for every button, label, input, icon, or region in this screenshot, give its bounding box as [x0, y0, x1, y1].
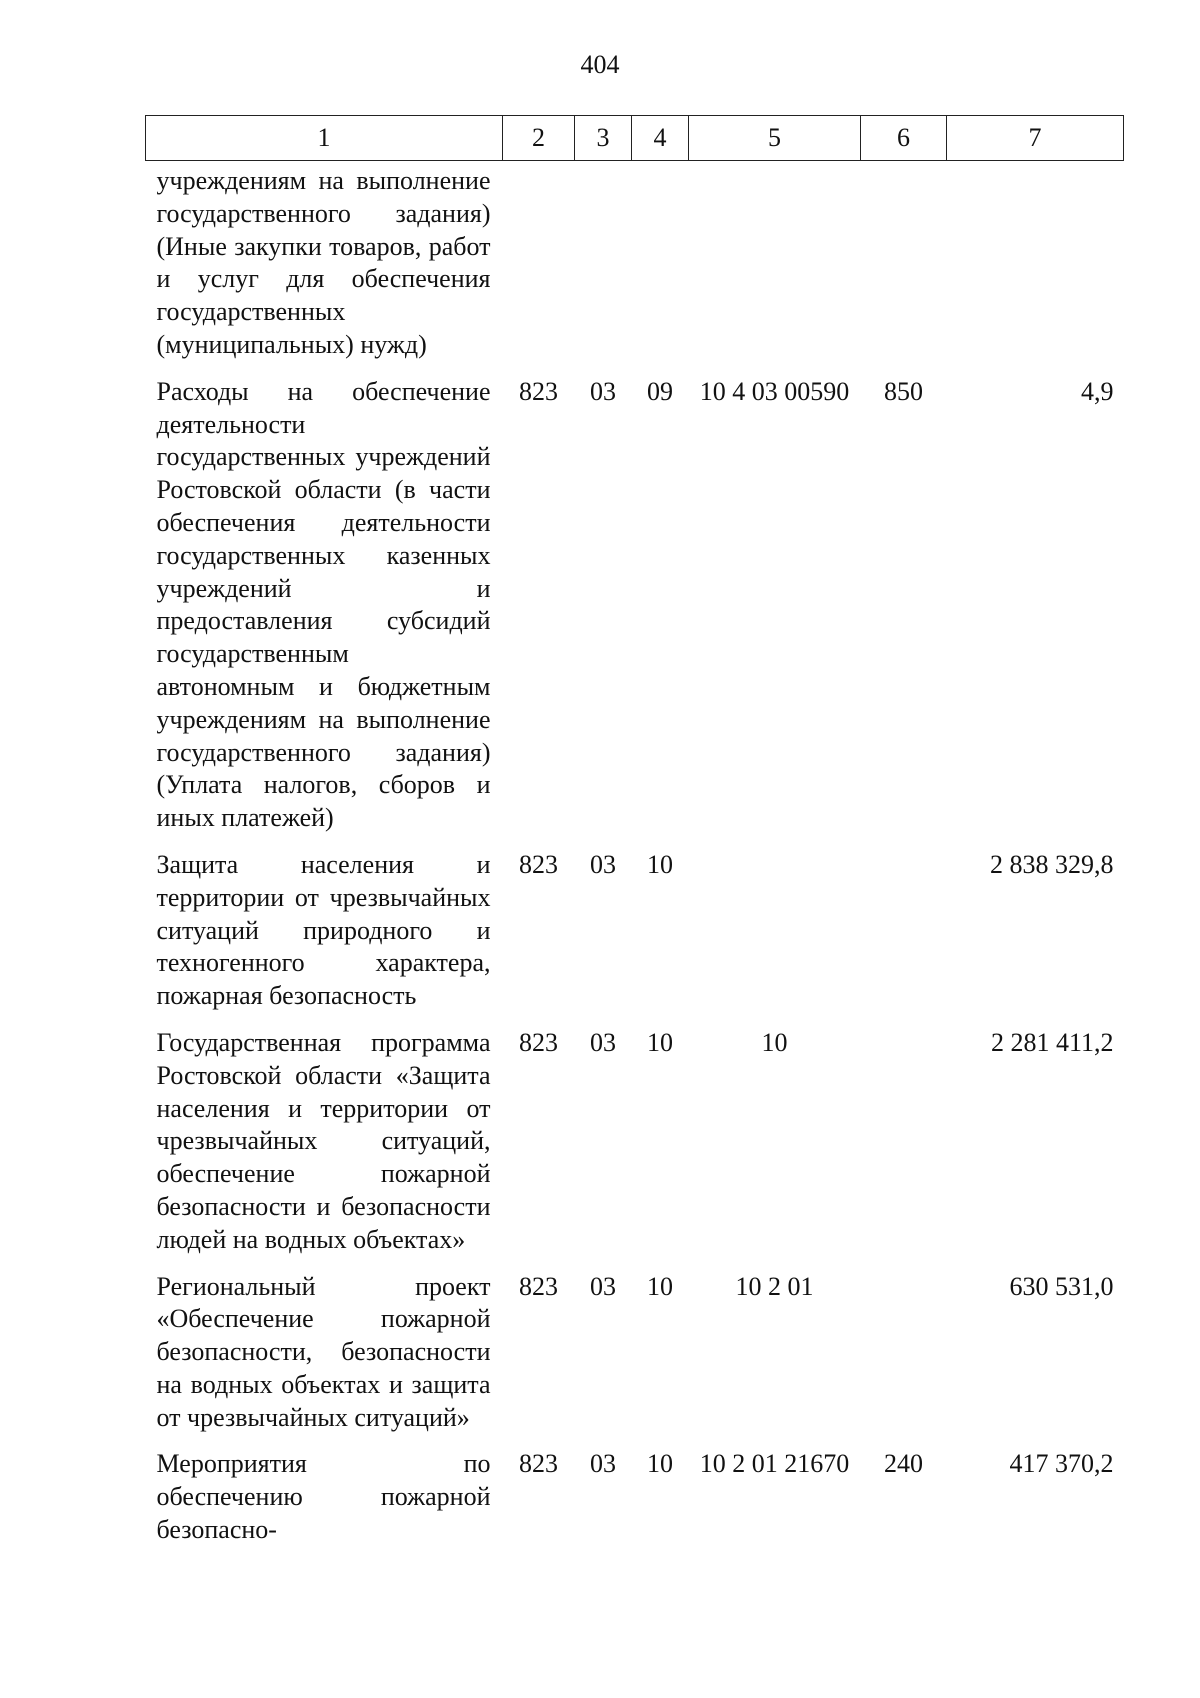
amount: 4,9 — [1081, 376, 1114, 406]
row-name: учреждениям на выполнение государственного задания) (Иные закупки товаров, работ и услуг для обеспечения государственных (муниципальных) нужд) — [156, 166, 491, 359]
row-name: Защита населения и территории от чрезвычайных ситуаций природного и техногенного характера, пожарная безопасность — [156, 849, 491, 1011]
amount: 2 838 329,8 — [990, 849, 1114, 879]
column-header: 2 — [503, 116, 575, 161]
column-header: 3 — [575, 116, 632, 161]
subsection-code — [632, 161, 689, 376]
column-header: 6 — [861, 116, 947, 161]
row-name: Региональный проект «Обеспечение пожарной безопасности, безопасности на водных объектах и защита от чрезвычайных ситуаций» — [156, 1271, 491, 1432]
ministry-code — [503, 161, 575, 376]
amount: 2 281 411,2 — [990, 1027, 1114, 1057]
expense-type-code: 850 — [884, 376, 923, 406]
ministry-code: 823 — [519, 376, 558, 406]
row-name: Расходы на обеспечение деятельности государственных учреждений Ростовской области (в части обеспечения деятельности государственных казенных учреждений и предоставления субсидий государственным автономным и бюджетным учреждениям на выполнение государственного задания) (Уплата налогов, сборов и иных платежей) — [156, 376, 491, 833]
row-name: Государственная программа Ростовской области «Защита населения и территории от чрезвычайных ситуаций, обеспечение пожарной безопасности и безопасности людей на водных объектах» — [156, 1027, 491, 1254]
table-row — [146, 1271, 1124, 1449]
page-number: 404 — [580, 50, 620, 79]
target-article-code: 10 — [761, 1027, 788, 1057]
amount: 417 370,2 — [1009, 1449, 1114, 1479]
table-header-row — [146, 116, 1124, 161]
section-code: 03 — [590, 1271, 616, 1301]
subsection-code: 10 — [647, 1271, 673, 1301]
section-code: 03 — [590, 849, 616, 879]
section-code: 03 — [590, 1027, 616, 1057]
target-article-code — [689, 849, 861, 1027]
subsection-code: 09 — [647, 376, 673, 406]
target-article-code: 10 4 03 00590 — [699, 376, 850, 406]
subsection-code: 10 — [647, 849, 673, 879]
budget-table — [145, 115, 1124, 1561]
section-code: 03 — [590, 1449, 616, 1479]
expense-type-code — [861, 1027, 947, 1271]
column-header: 7 — [947, 116, 1124, 161]
ministry-code: 823 — [519, 1271, 558, 1301]
amount — [947, 161, 1124, 376]
expense-type-code — [861, 161, 947, 376]
expense-type-code — [861, 849, 947, 1027]
table-row — [146, 849, 1124, 1027]
column-header: 1 — [146, 116, 503, 161]
row-name: Мероприятия по обеспечению пожарной безопасно- — [156, 1449, 491, 1545]
table-row — [146, 161, 1124, 376]
table-row — [146, 1448, 1124, 1560]
target-article-code: 10 2 01 — [735, 1271, 814, 1301]
ministry-code: 823 — [519, 1027, 558, 1057]
subsection-code: 10 — [647, 1027, 673, 1057]
expense-type-code: 240 — [884, 1449, 923, 1479]
ministry-code: 823 — [519, 1449, 558, 1479]
column-header: 5 — [689, 116, 861, 161]
section-code: 03 — [590, 376, 616, 406]
table-row — [146, 376, 1124, 849]
subsection-code: 10 — [647, 1449, 673, 1479]
column-header: 4 — [632, 116, 689, 161]
target-article-code: 10 2 01 21670 — [699, 1449, 850, 1479]
table-row — [146, 1027, 1124, 1271]
amount: 630 531,0 — [1009, 1271, 1114, 1301]
target-article-code — [689, 161, 861, 376]
ministry-code: 823 — [519, 849, 558, 879]
section-code — [575, 161, 632, 376]
expense-type-code — [861, 1271, 947, 1449]
